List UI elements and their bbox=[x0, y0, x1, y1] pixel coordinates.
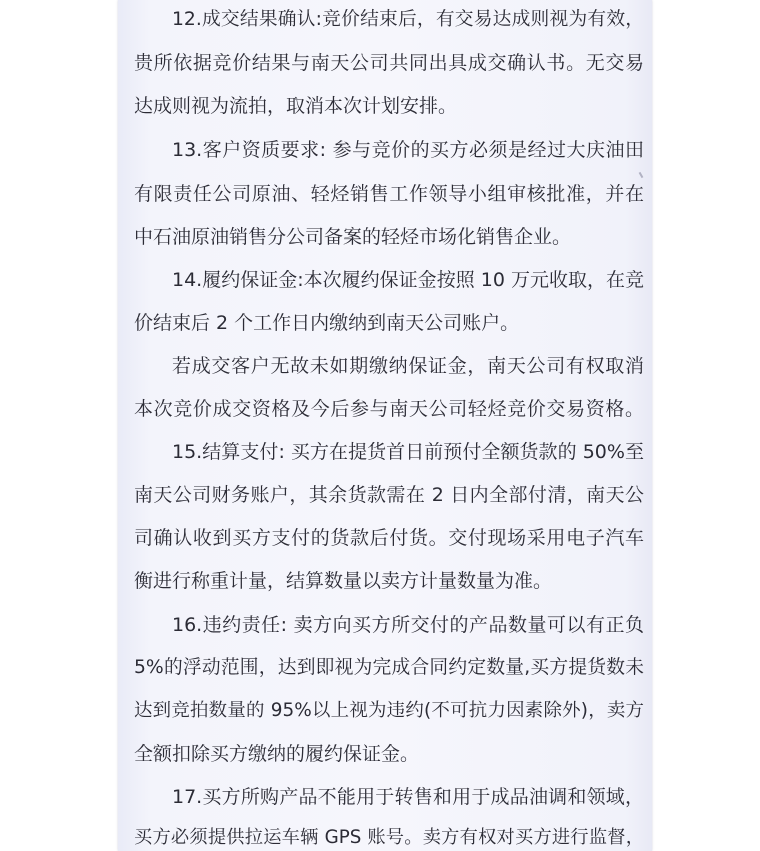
clause-12-line-2: 贵所依据竞价结果与南天公司共同出具成交确认书。无交易 bbox=[134, 52, 644, 74]
clause-16-line-4: 全额扣除买方缴纳的履约保证金。 bbox=[134, 743, 420, 765]
clause-13-line-3: 中石油原油销售分公司备案的轻烃市场化销售企业。 bbox=[134, 226, 572, 248]
clause-15-line-2: 南天公司财务账户，其余货款需在 2 日内全部付清，南天公 bbox=[134, 484, 644, 506]
clause-14-para2-line-1: 若成交客户无故未如期缴纳保证金，南天公司有权取消 bbox=[172, 355, 644, 377]
left-margin bbox=[0, 0, 118, 851]
clause-14-para2-line-2: 本次竞价成交资格及今后参与南天公司轻烃竞价交易资格。 bbox=[134, 398, 644, 420]
clause-16-line-1: 16.违约责任: 卖方向买方所交付的产品数量可以有正负 bbox=[172, 614, 644, 636]
clause-16-line-3: 达到竞拍数量的 95%以上视为违约(不可抗力因素除外)，卖方 bbox=[134, 700, 644, 721]
clause-13-line-1: 13.客户资质要求: 参与竞价的买方必须是经过大庆油田 bbox=[172, 139, 644, 161]
clause-15-line-4: 衡进行称重计量，结算数量以卖方计量数量为准。 bbox=[134, 570, 553, 592]
clause-16-line-2: 5%的浮动范围，达到即视为完成合同约定数量,买方提货数未 bbox=[134, 657, 644, 678]
clause-14-line-2: 价结束后 2 个工作日内缴纳到南天公司账户。 bbox=[134, 312, 520, 334]
clause-12-line-1: 12.成交结果确认:竞价结束后，有交易达成则视为有效， bbox=[172, 9, 644, 30]
clause-15-line-3: 司确认收到买方支付的货款后付货。交付现场采用电子汽车 bbox=[134, 527, 644, 549]
clause-17-line-2: 买方必须提供拉运车辆 GPS 账号。卖方有权对买方进行监督， bbox=[134, 827, 644, 848]
clause-12-line-3: 达成则视为流拍，取消本次计划安排。 bbox=[134, 95, 458, 117]
clause-13-line-2: 有限责任公司原油、轻烃销售工作领导小组审核批准，并在 bbox=[134, 183, 644, 205]
clause-17-line-1: 17.买方所购产品不能用于转售和用于成品油调和领域， bbox=[172, 786, 644, 808]
clause-14-line-1: 14.履约保证金:本次履约保证金按照 10 万元收取，在竞 bbox=[172, 269, 644, 291]
clause-15-line-1: 15.结算支付: 买方在提货首日前预付全额货款的 50%至 bbox=[172, 441, 644, 463]
